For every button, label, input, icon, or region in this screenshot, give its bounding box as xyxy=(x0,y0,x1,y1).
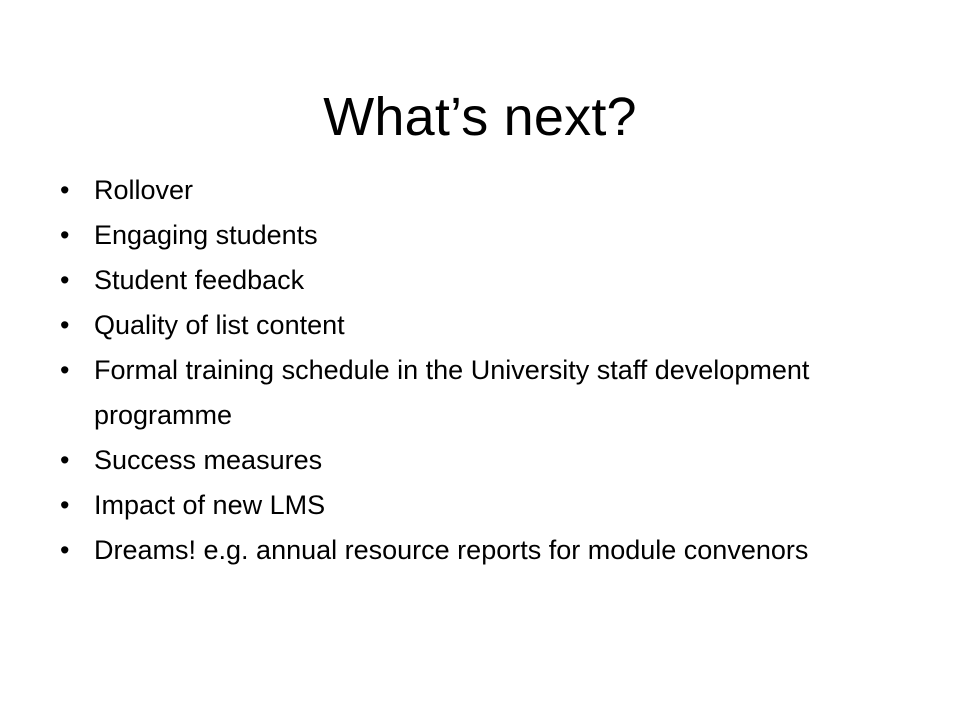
bullet-icon: • xyxy=(60,220,70,250)
bullet-icon: • xyxy=(60,175,70,205)
page-title: What’s next? xyxy=(323,87,637,148)
bullet-icon: • xyxy=(60,445,70,475)
list-item xyxy=(52,348,912,438)
list-item-label: Dreams! e.g. annual resource reports for module convenors xyxy=(94,535,809,565)
bullet-icon: • xyxy=(60,265,70,295)
list-item-label: Formal training schedule in the University staff development programme xyxy=(94,355,810,430)
list-item-label: Success measures xyxy=(94,445,323,475)
bullet-icon: • xyxy=(60,490,70,520)
list-item-label: Impact of new LMS xyxy=(94,490,326,520)
list-item-label: Rollover xyxy=(94,175,194,205)
bullet-icon: • xyxy=(60,535,70,565)
list-item xyxy=(52,258,912,303)
list-item xyxy=(52,213,912,258)
bullet-icon: • xyxy=(60,355,70,385)
list-item-label: Quality of list content xyxy=(94,310,345,340)
list-item-label: Student feedback xyxy=(94,265,305,295)
list-item xyxy=(52,438,912,483)
list-item-label: Engaging students xyxy=(94,220,318,250)
list-item xyxy=(52,528,912,573)
list-item xyxy=(52,303,912,348)
list-item xyxy=(52,483,912,528)
bullet-icon: • xyxy=(60,310,70,340)
bullet-list xyxy=(52,168,912,573)
list-item xyxy=(52,168,912,213)
